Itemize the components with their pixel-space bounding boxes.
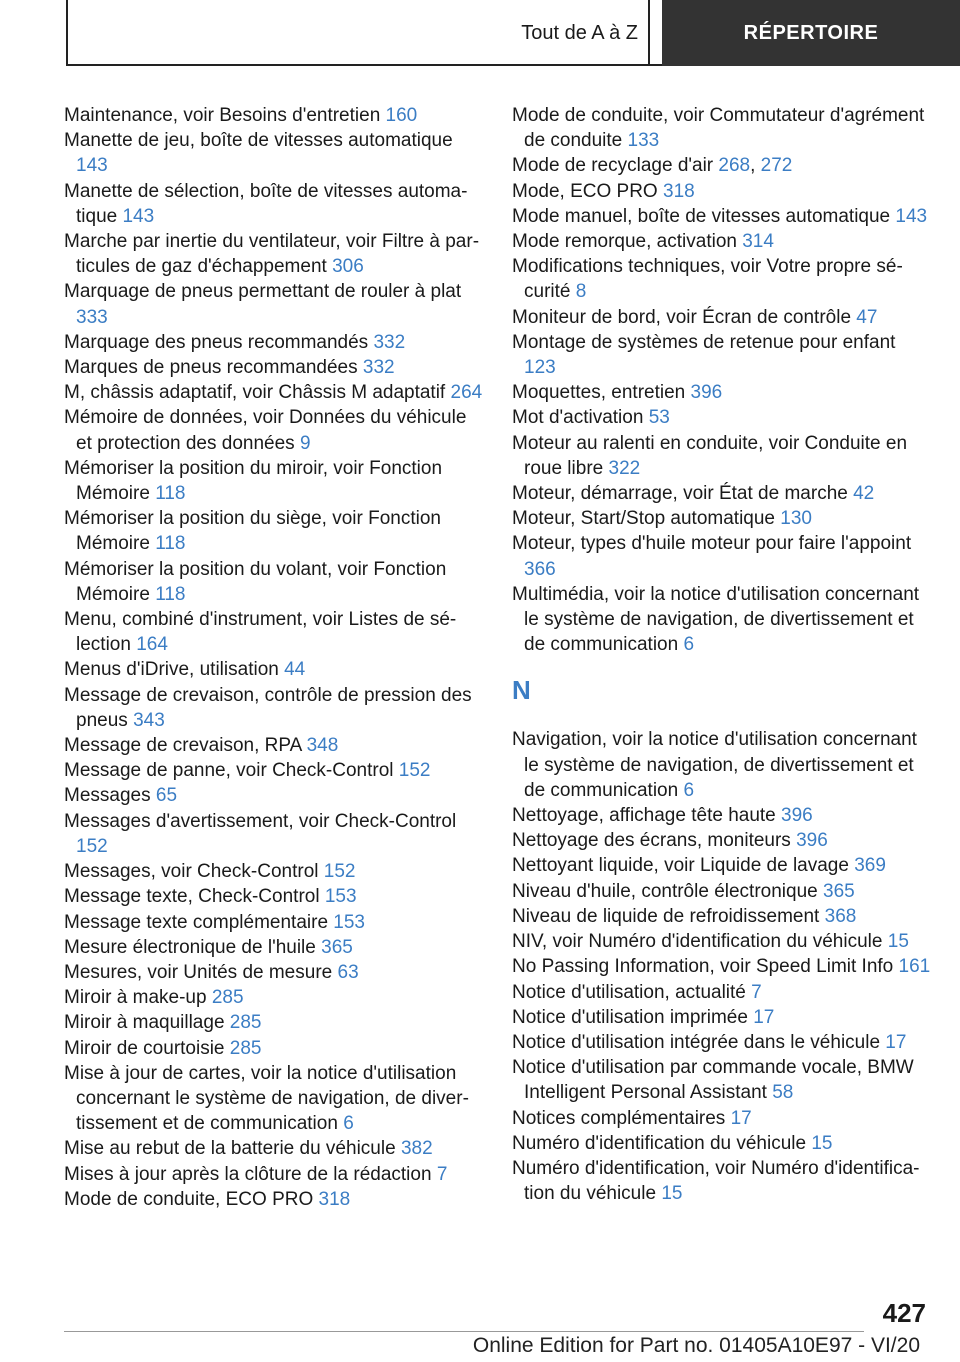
index-entry-text: Mode de recyclage d'air [512, 155, 714, 177]
index-entry [512, 904, 932, 929]
header-separator [648, 0, 650, 66]
index-entry-text: Notice d'utilisation imprimée [512, 1006, 748, 1028]
index-entry-text: Moteur au ralenti en conduite, voir Conduite en roue libre [512, 432, 908, 479]
index-entry [64, 1061, 484, 1137]
index-entry-text: Message de panne, voir Check-Control [64, 760, 394, 782]
page-number: 427 [882, 1298, 926, 1328]
index-entry [512, 481, 932, 506]
index-entry [64, 657, 484, 682]
index-entry-text: Mesure électronique de l'huile [64, 936, 316, 958]
index-entry [512, 727, 932, 803]
page-reference-link[interactable]: 15 [811, 1132, 833, 1154]
index-entry [64, 758, 484, 783]
header-tab-repertoire[interactable]: RÉPERTOIRE [662, 0, 960, 66]
page-reference-link[interactable]: 333 [76, 306, 108, 328]
page-reference-link[interactable]: 17 [753, 1006, 775, 1028]
index-entry [512, 582, 932, 658]
index-entry [64, 783, 484, 808]
page-reference-link[interactable]: 314 [742, 231, 774, 253]
page-reference-link[interactable]: 130 [780, 508, 812, 530]
index-entry [64, 935, 484, 960]
index-entry [512, 204, 932, 229]
page-reference-link[interactable]: 306 [332, 256, 364, 278]
index-entry-text: Mises à jour après la clôture de la rédaction [64, 1163, 432, 1185]
index-entry-text: Messages d'avertissement, voir Check-Control [64, 810, 457, 832]
index-entry-text: Message texte complémentaire [64, 911, 329, 933]
index-entry [512, 1055, 932, 1105]
index-entry [64, 103, 484, 128]
index-entry [512, 179, 932, 204]
page-reference-link[interactable]: 53 [648, 407, 670, 429]
page-reference-link[interactable]: 343 [133, 709, 165, 731]
index-entry [512, 229, 932, 254]
page-reference-link[interactable]: 58 [772, 1082, 794, 1104]
index-entry-text: Mémoriser la position du volant, voir Fonction Mémoire [64, 558, 447, 605]
index-entry [64, 809, 484, 859]
index-group-n [512, 727, 932, 1206]
index-entry [64, 1187, 484, 1212]
page-reference-link[interactable]: 160 [385, 105, 418, 126]
index-entry [512, 879, 932, 904]
index-entry-text: Moquettes, entretien [512, 382, 686, 404]
page-reference-link[interactable]: 153 [324, 886, 357, 908]
header-left-rule [66, 0, 68, 66]
index-entry [64, 1136, 484, 1161]
index-entry [64, 506, 484, 556]
index-entry-text: Marquage des pneus recommandés [64, 331, 369, 353]
index-entry-text: Mémoriser la position du siège, voir Fonction Mémoire [64, 508, 442, 555]
page-reference-link[interactable]: 318 [663, 180, 695, 202]
index-entry [512, 380, 932, 405]
index-entry-text: Messages [64, 785, 151, 807]
index-column-right [512, 103, 932, 1206]
page-reference-link[interactable]: 118 [155, 583, 186, 605]
index-entry [64, 910, 484, 935]
page-reference-link[interactable]: 268 [718, 155, 751, 177]
index-entry-text: Montage de systèmes de retenue pour enfant [512, 331, 896, 353]
page-reference-link[interactable]: 15 [887, 931, 909, 953]
index-entry [512, 803, 932, 828]
page-reference-link[interactable]: 332 [362, 357, 395, 379]
page-reference-link[interactable]: 118 [155, 533, 186, 555]
index-entry-text: Mode de conduite, ECO PRO [64, 1188, 314, 1210]
page-reference-link[interactable]: 164 [136, 634, 168, 656]
index-entry-text: Nettoyage des écrans, moniteurs [512, 830, 791, 852]
index-entry-text: Moteur, types d'huile moteur pour faire l'appoint [512, 533, 912, 555]
page-reference-link[interactable]: 285 [229, 1037, 262, 1059]
index-entry-text: Miroir de courtoisie [64, 1037, 225, 1059]
page-reference-link[interactable]: 7 [751, 981, 762, 1003]
index-entry-text: Miroir à maquillage [64, 1012, 225, 1034]
page-reference-link[interactable]: 332 [373, 331, 406, 353]
page-reference-link[interactable]: 65 [155, 785, 178, 807]
index-entry-text: Numéro d'identification du véhicule [512, 1132, 807, 1154]
index-entry [64, 557, 484, 607]
index-entry-text: Notices complémentaires [512, 1107, 726, 1129]
index-entry-text: Numéro d'identification, voir Numéro d'identification du véhicule [512, 1157, 920, 1205]
index-entry-text: Mode de conduite, voir Commutateur d'agrément de conduite [512, 105, 925, 152]
index-entry [512, 980, 932, 1005]
index-entry-text: M, châssis adaptatif, voir Châssis M adaptatif [64, 382, 446, 404]
index-entry-text: Notice d'utilisation par commande vocale, BMW Intelligent Personal Assistant [512, 1057, 914, 1104]
page-reference-link[interactable]: 9 [299, 432, 311, 454]
index-entry [512, 954, 932, 979]
page-reference-link[interactable]: 6 [683, 779, 695, 801]
index-entry [64, 607, 484, 657]
page-reference-link[interactable]: 143 [76, 155, 108, 177]
page-reference-link[interactable]: 272 [760, 155, 793, 177]
index-entry [512, 330, 932, 380]
page-reference-link[interactable]: 152 [323, 861, 356, 883]
page-reference-link[interactable]: 368 [824, 905, 857, 927]
page-reference-link[interactable]: 348 [306, 735, 339, 757]
page-reference-link[interactable]: 264 [450, 382, 483, 404]
index-entry [64, 229, 484, 279]
page-reference-link[interactable]: 152 [76, 835, 108, 857]
index-entry-text: Nettoyage, affichage tête haute [512, 805, 776, 827]
page-reference-link[interactable]: 285 [229, 1012, 262, 1034]
index-entry [512, 254, 932, 304]
page-reference-link[interactable]: 6 [343, 1113, 354, 1135]
page-reference-link[interactable]: 8 [575, 281, 587, 303]
page-reference-link[interactable]: 133 [627, 130, 660, 152]
index-entry [64, 1036, 484, 1061]
index-entry-text: Menu, combiné d'instrument, voir Listes de sélection [64, 609, 457, 656]
index-entry-text: Multimédia, voir la notice d'utilisation concernant le système de navigation, de divertissement et de communication [512, 583, 920, 656]
page-reference-link[interactable]: 123 [524, 357, 556, 379]
index-entry [64, 330, 484, 355]
index-entry [512, 305, 932, 330]
index-entry-text: Marques de pneus recommandées [64, 357, 358, 379]
page-reference-link[interactable]: 44 [284, 659, 306, 681]
index-entry [64, 985, 484, 1010]
page-reference-link[interactable]: 143 [122, 205, 155, 227]
index-entry-text: Moniteur de bord, voir Écran de contrôle [512, 306, 852, 328]
index-entry [512, 405, 932, 430]
page-reference-link[interactable]: 118 [155, 483, 186, 505]
index-entry-text: Notice d'utilisation intégrée dans le véhicule [512, 1031, 881, 1053]
page-reference-link[interactable]: 17 [885, 1031, 907, 1053]
index-entry [512, 1005, 932, 1030]
index-entry [64, 456, 484, 506]
page-reference-link[interactable]: 63 [337, 961, 359, 983]
index-entry-text: Maintenance, voir Besoins d'entretien [64, 105, 381, 126]
page-reference-separator: , [750, 155, 761, 177]
index-entry-text: Moteur, Start/Stop automatique [512, 508, 775, 530]
index-entry [64, 405, 484, 455]
index-entry-text: Notice d'utilisation, actualité [512, 981, 746, 1003]
header-section-title: Tout de A à Z [521, 22, 638, 44]
index-entry [512, 531, 932, 581]
index-entry-text: Mémoriser la position du miroir, voir Fonction Mémoire [64, 457, 443, 505]
page-reference-link[interactable]: 366 [524, 558, 556, 580]
index-entry [64, 128, 484, 178]
index-entry-text: Moteur, démarrage, voir État de marche [512, 483, 848, 505]
index-entry-text: Niveau d'huile, contrôle électronique [512, 880, 818, 902]
index-entry [64, 279, 484, 329]
page-reference-link[interactable]: 15 [661, 1183, 683, 1205]
index-entry [64, 380, 484, 405]
index-entry-text: Niveau de liquide de refroidissement [512, 905, 820, 927]
index-entry [512, 853, 932, 878]
page-reference-link[interactable]: 17 [730, 1107, 752, 1129]
footer-edition: Online Edition for Part no. 01405A10E97 - VI/20 [472, 1334, 920, 1357]
index-entry [512, 431, 932, 481]
index-entry-text: Message de crevaison, RPA [64, 735, 302, 757]
index-entry-text: Manette de jeu, boîte de vitesses automatique [64, 130, 453, 152]
index-entry-text: No Passing Information, voir Speed Limit Info [512, 956, 894, 978]
page-reference-link[interactable]: 153 [333, 911, 365, 933]
index-entry-text: Modifications techniques, voir Votre propre sécurité [512, 256, 903, 303]
index-entry [512, 1030, 932, 1055]
page-reference-link[interactable]: 396 [796, 830, 828, 852]
index-entry [64, 960, 484, 985]
index-group-m [512, 103, 932, 657]
index-entry [64, 1162, 484, 1187]
page-reference-link[interactable]: 322 [608, 457, 641, 479]
index-entry-text: NIV, voir Numéro d'identification du véhicule [512, 931, 883, 953]
index-entry-text: Miroir à make-up [64, 987, 207, 1009]
index-entry [64, 179, 484, 229]
page-reference-link[interactable]: 365 [823, 880, 855, 902]
index-entry-text: Navigation, voir la notice d'utilisation concernant le système de navigation, de divertissement et de communication [512, 729, 917, 801]
page-reference-link[interactable]: 47 [856, 306, 878, 328]
index-column-left [64, 103, 484, 1212]
letter-heading-n: N [512, 675, 531, 706]
index-entry-text: Mesures, voir Unités de mesure [64, 961, 333, 983]
footer-rule [64, 1331, 864, 1332]
index-entry-text: Message de crevaison, contrôle de pression des pneus [64, 684, 472, 731]
index-entry [512, 929, 932, 954]
index-entry [64, 884, 484, 909]
index-entry-text: Mot d'activation [512, 407, 644, 429]
index-entry [512, 506, 932, 531]
page-reference-link[interactable]: 396 [690, 382, 723, 404]
index-entry [512, 103, 932, 153]
page-reference-link[interactable]: 285 [211, 987, 244, 1009]
page-reference-link[interactable]: 396 [781, 805, 813, 827]
index-entry-text: Mémoire de données, voir Données du véhicule et protection des données [64, 407, 467, 454]
index-entry-text: Marche par inertie du ventilateur, voir Filtre à particules de gaz d'échappement [64, 231, 480, 278]
index-entry-text: Message texte, Check-Control [64, 886, 320, 908]
page-reference-link[interactable]: 42 [853, 483, 875, 505]
index-entry-text: Manette de sélection, boîte de vitesses automatique [64, 180, 468, 227]
index-entry [512, 828, 932, 853]
index-entry [64, 355, 484, 380]
index-entry-text: Mode manuel, boîte de vitesses automatique [512, 205, 891, 227]
index-entry-text: Mode, ECO PRO [512, 180, 658, 202]
header-bottom-rule [66, 64, 662, 66]
page-reference-link[interactable]: 7 [436, 1163, 448, 1185]
index-entry [512, 1131, 932, 1156]
page-reference-link[interactable]: 318 [318, 1188, 351, 1210]
index-entry [64, 1010, 484, 1035]
page-reference-link[interactable]: 369 [854, 855, 886, 877]
index-entry [64, 733, 484, 758]
page-reference-link[interactable]: 382 [400, 1138, 433, 1160]
index-entry-text: Mise à jour de cartes, voir la notice d'utilisation concernant le système de navigation, de divertissement et de communication [64, 1062, 469, 1135]
index-entry-text: Mode remorque, activation [512, 231, 737, 253]
index-entry [64, 859, 484, 884]
index-entry-text: Nettoyant liquide, voir Liquide de lavage [512, 855, 849, 877]
index-entry-text: Mise au rebut de la batterie du véhicule [64, 1138, 396, 1160]
page-reference-link[interactable]: 365 [321, 936, 353, 958]
index-entry-text: Marquage de pneus permettant de rouler à plat [64, 281, 462, 303]
index-entry-text: Menus d'iDrive, utilisation [64, 659, 279, 681]
index-entry-text: Messages, voir Check-Control [64, 861, 319, 883]
index-entry [64, 683, 484, 733]
page-reference-link[interactable]: 6 [683, 634, 695, 656]
index-entry [512, 1156, 932, 1206]
index-entry [512, 153, 932, 178]
page-reference-link[interactable]: 143 [895, 205, 928, 227]
page-reference-link[interactable]: 152 [398, 760, 431, 782]
index-entry [512, 1106, 932, 1131]
page-reference-link[interactable]: 161 [898, 956, 931, 978]
